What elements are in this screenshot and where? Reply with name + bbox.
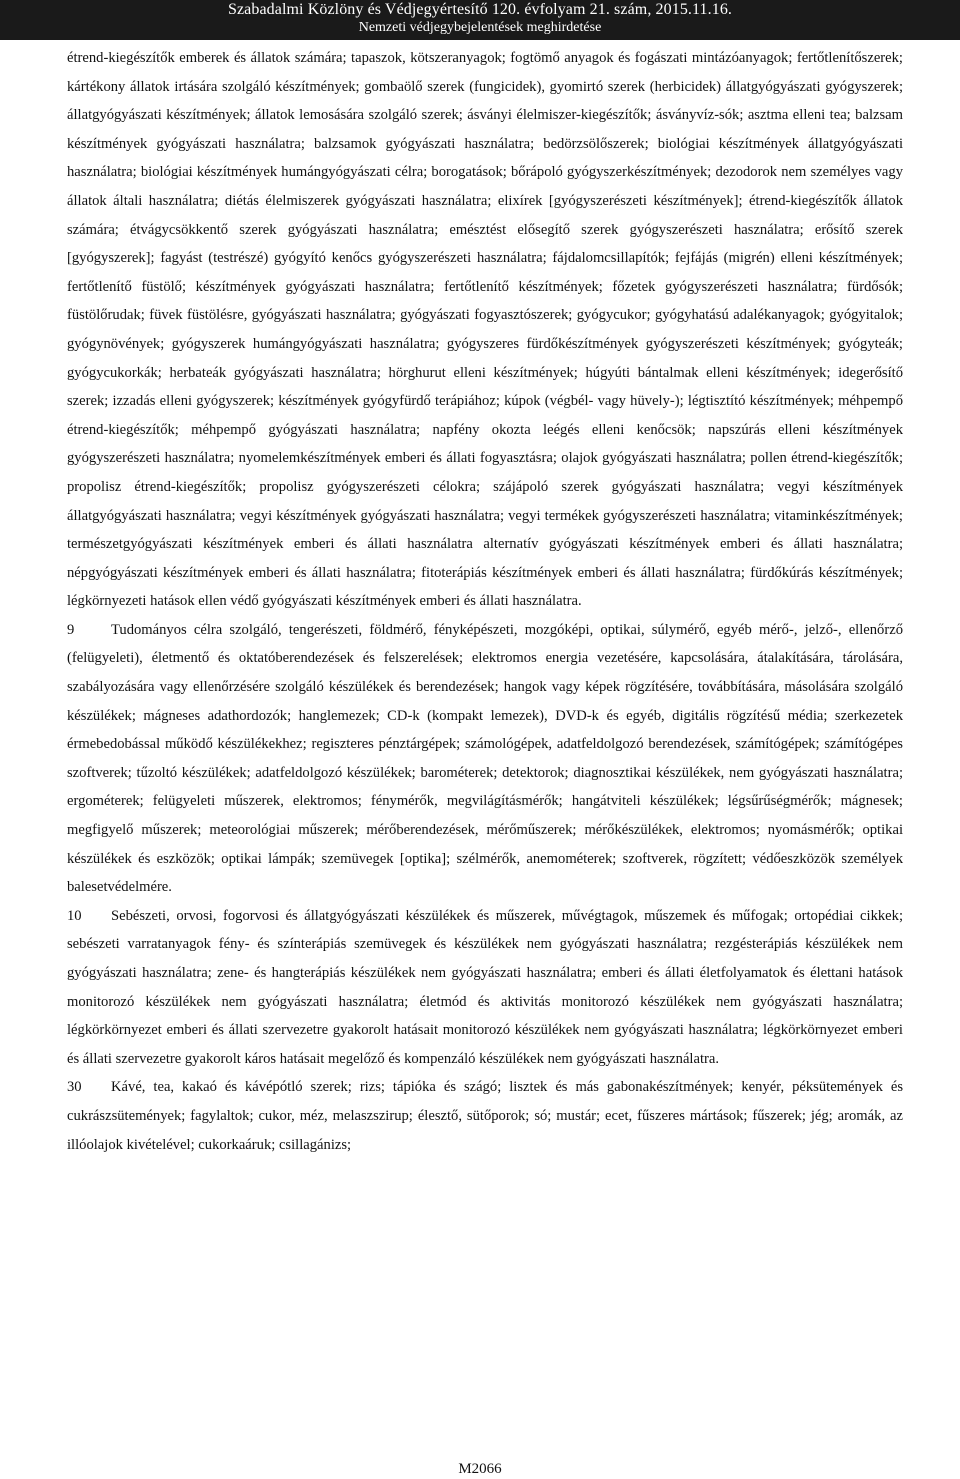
document-body (67, 44, 903, 1159)
paragraph-text: étrend-kiegészítők emberek és állatok számára; tapaszok, kötszeranyagok; fogtömő anyagok és fogászati mintázóanyagok; fertőtlenítőszerek; kártékony állatok irtására szolgáló készítmények; gombaölő szerek (fungicidek), gyomirtó szerek (herbicidek) állatgyógyászati gyógyszerek; állatgyógyászati készítmények; állatok lemosására szolgáló szerek; ásványi élelmiszer-kiegészítők; ásványvíz-sók; asztma elleni tea; balzsam készítmények gyógyászati használatra; balzsamok gyógyászati használatra; bedörzsölőszerek; biológiai készítmények állatgyógyászati használatra; biológiai készítmények humángyógyászati célra; borogatások; bőrápoló gyógyszerkészítmények; dezodorok nem személyes vagy állatok általi használatra; diétás élelmiszerek gyógyászati használatra; elixírek [gyógyszerészeti készítmények]; étrend-kiegészítők állatok számára; étvágycsökkentő szerek gyógyászati használatra; emésztést elősegítő szerek gyógyszerészeti használatra; erősítő szerek [gyógyszerek]; fagyást (testrészé) gyógyító kenőcs gyógyszerészeti használatra; fájdalomcsillapítók; fejfájás (migrén) elleni készítmények; fertőtlenítő füstölő; készítmények gyógyászati használatra; fertőtlenítő készítmények; főzetek gyógyszerészeti használatra; fürdősók; füstölőrudak; füvek füstölésre, gyógyászati használatra; gyógyászati fogyasztószerek; gyógycukor; gyógyhatású adalékanyagok; gyógyitalok; gyógynövények; gyógyszerek humángyógyászati használatra; gyógyszeres fürdőkészítmények gyógyszerészeti készítmények; gyógyteák; gyógycukorkák; herbateák gyógyászati használatra; hörghurut elleni készítmények; húgyúti bántalmak elleni készítmények; idegerősítő szerek; izzadás elleni gyógyszerek; készítmények gyógyfürdő terápiához; kúpok (végbél- vagy hüvely-); légtisztító készítmények; méhpempő étrend-kiegészítők; méhpempő gyógyászati használatra; napfény okozta leégés elleni kenőcsök; napszúrás elleni készítmények gyógyszerészeti használatra; nyomelemkészítmények emberi és állati fogyasztásra; olajok gyógyászati használatra; pollen étrend-kiegészítők; propolisz étrend-kiegészítők; propolisz gyógyszerészeti célokra; szájápoló szerek gyógyászati használatra; vegyi készítmények állatgyógyászati használatra; vegyi készítmények gyógyászati használatra; vegyi termékek gyógyszerészeti használatra; vitaminkészítmények; természetgyógyászati készítmények emberi és állati használatra alternatív gyógyászati készítmények emberi és állati használatra; népgyógyászati készítmények emberi és állati használatra; fitoterápiás készítmények emberi és állati használatra; fürdőkúrás készítmények; légkörnyezeti hatások ellen védő gyógyászati készítmények emberi és állati használatra. (67, 50, 903, 610)
class-number: 30 (67, 1079, 82, 1096)
paragraph-text: Sebészeti, orvosi, fogorvosi és állatgyógyászati készülékek és műszerek, művégtagok, műszemek és műfogak; ortopédiai cikkek; sebészeti varratanyagok fény- és színterápiás szemüvegek és készülékek nem gyógyászati használatra; rezgésterápiás készülékek nem gyógyászati használatra; zene- és hangterápiás készülékek nem gyógyászati használatra; emberi és állati életfolyamatok és élettani hatások monitorozó készülékek nem gyógyászati használatra; életmód és aktivitás monitorozó készülékek nem gyógyászati használatra; légkörkörnyezet emberi és állati szervezetre gyakorolt hatásait monitorozó készülékek nem gyógyászati használatra; légkörkörnyezet emberi és állati szervezetre gyakorolt káros hatásait megelőző és kompenzáló készülékek nem gyógyászati használatra. (67, 907, 903, 1067)
class-paragraph-continued (67, 44, 903, 616)
section-title: Nemzeti védjegybejelentések meghirdetése (358, 20, 602, 35)
class-paragraph-30 (67, 1073, 903, 1159)
page-header (0, 0, 960, 40)
paragraph-text: Tudományos célra szolgáló, tengerészeti, földmérő, fényképészeti, mozgóképi, optikai, súlymérő, egyéb mérő-, jelző-, ellenőrző (felügyeleti), életmentő és oktatóberendezések és felszerelések; elektromos energia vezetésére, kapcsolására, átalakítására, tárolására, szabályozására vagy ellenőrzésére szolgáló készülékek és berendezések; hangok vagy képek rögzítésére, továbbítására, másolására szolgáló készülékek; mágneses adathordozók; hanglemezek; CD-k (kompakt lemezek), DVD-k és egyéb, digitális rögzítésű média; szerkezetek érmebedobással működő készülékekhez; regiszteres pénztárgépek; számológépek, adatfeldolgozó berendezések, számítógépek; számítógépes szoftverek; tűzoltó készülékek; adatfeldolgozó készülékek; barométerek; detektorok; diagnosztikai készülékek, nem gyógyászati használatra; ergométerek; felügyeleti műszerek, elektromos; fénymérők, megvilágításmérők; hangátviteli készülékek; légsűrűségmérők; mágnesek; megfigyelő műszerek; meteorológiai műszerek; mérőberendezések, mérőműszerek; mérőkészülékek, elektromos; nyomásmérők; optikai készülékek és eszközök; optikai lámpák; szemüvegek [optika]; szélmérők, anemométerek; szoftverek, rögzített; védőeszközök személyek balesetvédelmére. (67, 621, 903, 896)
class-number: 10 (67, 907, 82, 924)
class-paragraph-9 (67, 616, 903, 902)
page-footer-code: M2066 (458, 1461, 502, 1477)
paragraph-text: Kávé, tea, kakaó és kávépótló szerek; rizs; tápióka és szágó; lisztek és más gabonakészítmények; kenyér, péksütemények és cukrászsütemények; fagylaltok; cukor, méz, melaszszirup; élesztő, sütőporok; só; mustár; ecet, fűszeres mártások; fűszerek; jég; aromák, az illóolajok kivételével; cukorkaáruk; csillagánizs; (67, 1079, 903, 1153)
class-number: 9 (67, 621, 75, 638)
journal-title: Szabadalmi Közlöny és Védjegyértesítő 120. évfolyam 21. szám, 2015.11.16. (227, 1, 733, 18)
class-paragraph-10 (67, 902, 903, 1074)
